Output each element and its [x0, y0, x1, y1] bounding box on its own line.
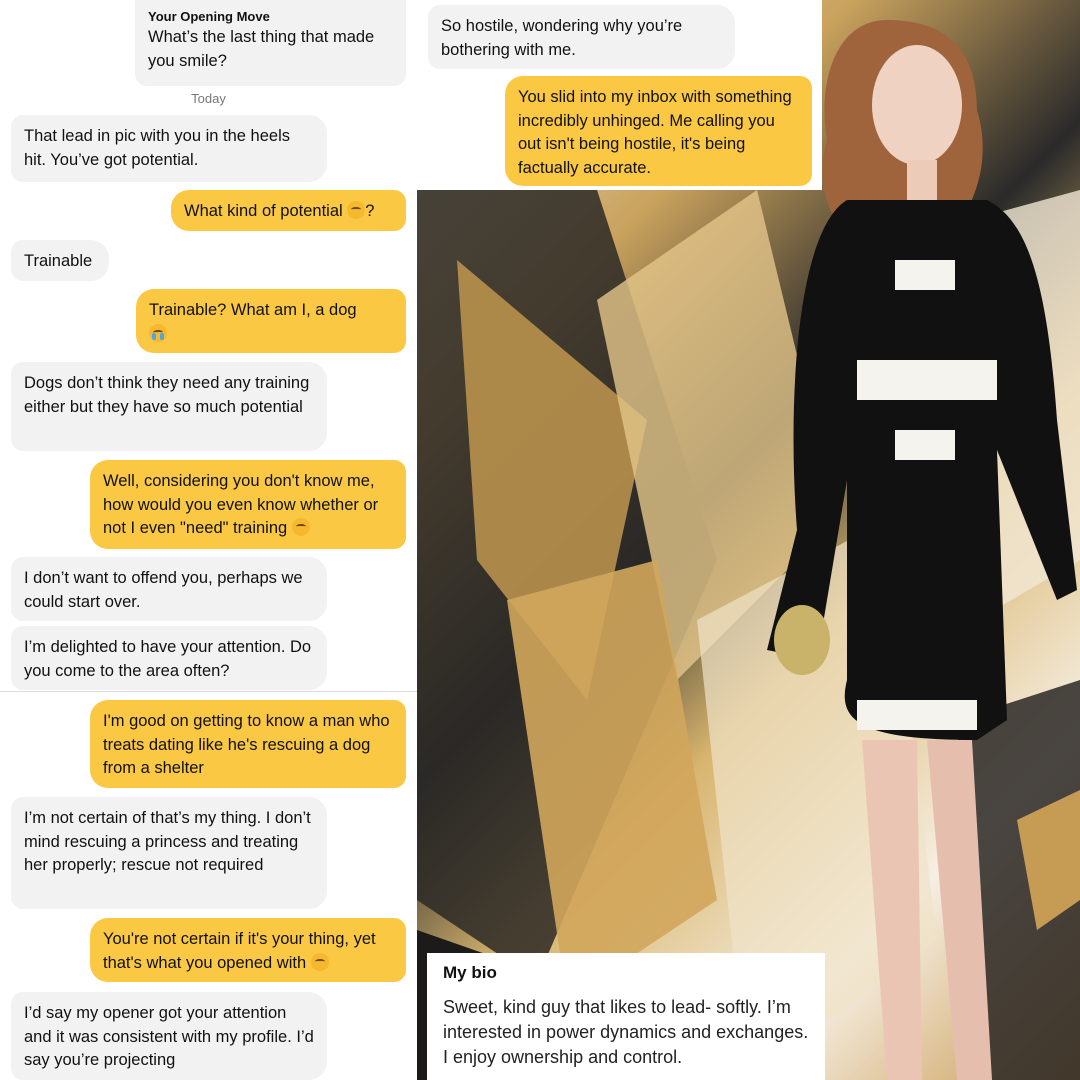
crying-face-icon — [149, 324, 167, 342]
message-bubble: What kind of potential ? — [171, 190, 406, 231]
date-divider: Today — [191, 91, 226, 106]
message-bubble: You slid into my inbox with something incredibly unhinged. Me calling you out isn't being hostile, it's being factually accurate. — [505, 76, 812, 186]
bio-title: My bio — [443, 963, 497, 982]
bio-card — [427, 953, 825, 1080]
thinking-face-icon — [311, 953, 329, 971]
message-bubble: Trainable — [11, 240, 109, 281]
message-bubble: You're not certain if it's your thing, yet that's what you opened with — [90, 918, 406, 982]
message-bubble: I’m delighted to have your attention. Do you come to the area often? — [11, 626, 327, 690]
message-bubble: So hostile, wondering why you’re bothering with me. — [428, 5, 735, 69]
thinking-face-icon — [347, 201, 365, 219]
message-bubble: Dogs don’t think they need any training either but they have so much potential — [11, 362, 327, 451]
thinking-face-icon — [292, 518, 310, 536]
chat-panel-right — [417, 0, 822, 190]
message-bubble: Trainable? What am I, a dog — [136, 289, 406, 353]
message-bubble: I’m not certain of that’s my thing. I don’t mind rescuing a princess and treating her properly; rescue not required — [11, 797, 327, 909]
message-bubble: I'm good on getting to know a man who treats dating like he's rescuing a dog from a shelter — [90, 700, 406, 788]
opening-move-card — [135, 0, 406, 86]
message-bubble: Well, considering you don't know me, how would you even know whether or not I even "need" training — [90, 460, 406, 549]
message-bubble: I’d say my opener got your attention and it was consistent with my profile. I’d say you’re projecting — [11, 992, 327, 1080]
screenshot-divider — [0, 691, 417, 692]
opening-move-label: Your Opening Move — [148, 9, 270, 24]
message-bubble: That lead in pic with you in the heels hit. You’ve got potential. — [11, 115, 327, 182]
bio-text: Sweet, kind guy that likes to lead- softly. I’m interested in power dynamics and exchanges. I enjoy ownership and control. — [443, 997, 809, 1067]
chat-panel-left — [0, 0, 417, 1080]
opening-move-question: What’s the last thing that made you smile? — [148, 28, 375, 70]
message-bubble: I don’t want to offend you, perhaps we could start over. — [11, 557, 327, 621]
